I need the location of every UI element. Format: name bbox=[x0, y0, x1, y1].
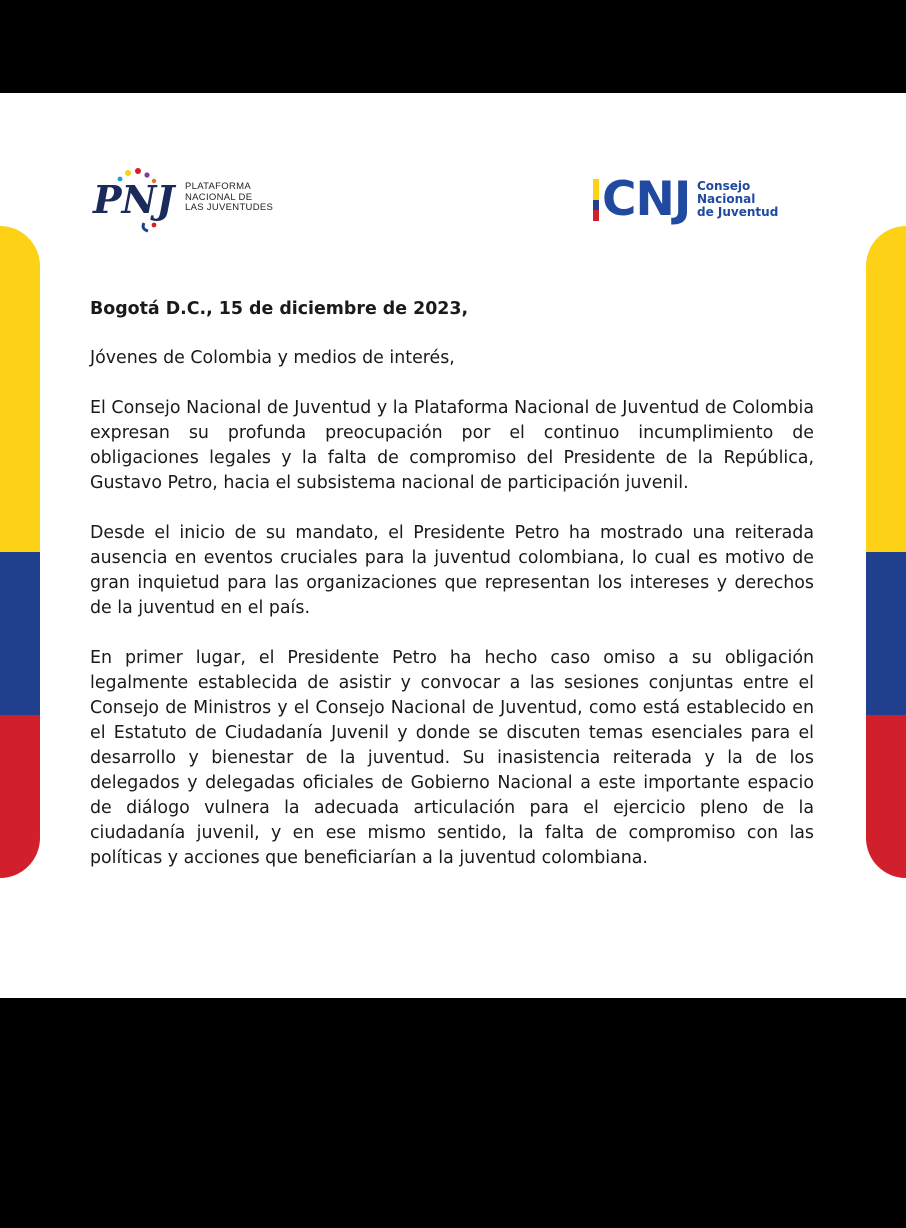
flag-red-stripe bbox=[0, 715, 40, 878]
cnj-line-2: Nacional bbox=[697, 192, 756, 206]
pnj-logo-text bbox=[185, 182, 273, 214]
colombian-flag-band-left bbox=[0, 226, 40, 878]
letter-document bbox=[0, 93, 906, 998]
cnj-line-1: Consejo bbox=[697, 179, 751, 193]
pnj-logo bbox=[92, 163, 292, 233]
svg-text:PNJ: PNJ bbox=[93, 177, 175, 222]
flag-blue-stripe bbox=[866, 552, 906, 715]
flag-yellow-stripe bbox=[0, 226, 40, 552]
pnj-line-1: PLATAFORMA bbox=[185, 181, 251, 192]
letter-body bbox=[90, 297, 814, 896]
cnj-logo-text bbox=[697, 180, 778, 219]
cnj-logo-letters: CNJ bbox=[602, 172, 691, 227]
cnj-line-3: de Juventud bbox=[697, 205, 779, 219]
pnj-logo-mark bbox=[92, 167, 184, 233]
cnj-flag-bar bbox=[593, 179, 599, 221]
colombian-flag-band-right bbox=[866, 226, 906, 878]
letter-paragraph-2: Desde el inicio de su mandato, el Presidente Petro ha mostrado una reiterada ausencia en eventos cruciales para la juventud colombiana, lo cual es motivo de gran inquietud para las organizaciones que representan los intereses y derechos de la juventud en el país. bbox=[90, 523, 814, 618]
letter-date: Bogotá D.C., 15 de diciembre de 2023, bbox=[90, 299, 469, 319]
cnj-logo bbox=[593, 172, 793, 227]
letter-greeting: Jóvenes de Colombia y medios de interés, bbox=[90, 348, 455, 368]
letter-paragraph-1: El Consejo Nacional de Juventud y la Plataforma Nacional de Juventud de Colombia expresan su profunda preocupación por el continuo incumplimiento de obligaciones legales y la falta de compromiso del Presidente de la República, Gustavo Petro, hacia el subsistema nacional de participación juvenil. bbox=[90, 398, 814, 493]
flag-yellow-stripe bbox=[866, 226, 906, 552]
letter-paragraph-3: En primer lugar, el Presidente Petro ha hecho caso omiso a su obligación legalmente establecida de asistir y convocar a las sesiones conjuntas entre el Consejo de Ministros y el Consejo Nacional de Juventud, como está establecido en el Estatuto de Ciudadanía Juvenil y donde se discuten temas esenciales para el desarrollo y bienestar de la juventud. Su inasistencia reiterada y la de los delegados y delegadas oficiales de Gobierno Nacional a este importante espacio de diálogo vulnera la adecuada articulación para el ejercicio pleno de la ciudadanía juvenil, y en ese mismo sentido, la falta de compromiso con las políticas y acciones que beneficiarían a la juventud colombiana. bbox=[90, 648, 814, 868]
pnj-line-3: LAS JUVENTUDES bbox=[185, 202, 274, 213]
pnj-line-2: NACIONAL DE bbox=[185, 191, 253, 203]
flag-red-stripe bbox=[866, 715, 906, 878]
flag-blue-stripe bbox=[0, 552, 40, 715]
